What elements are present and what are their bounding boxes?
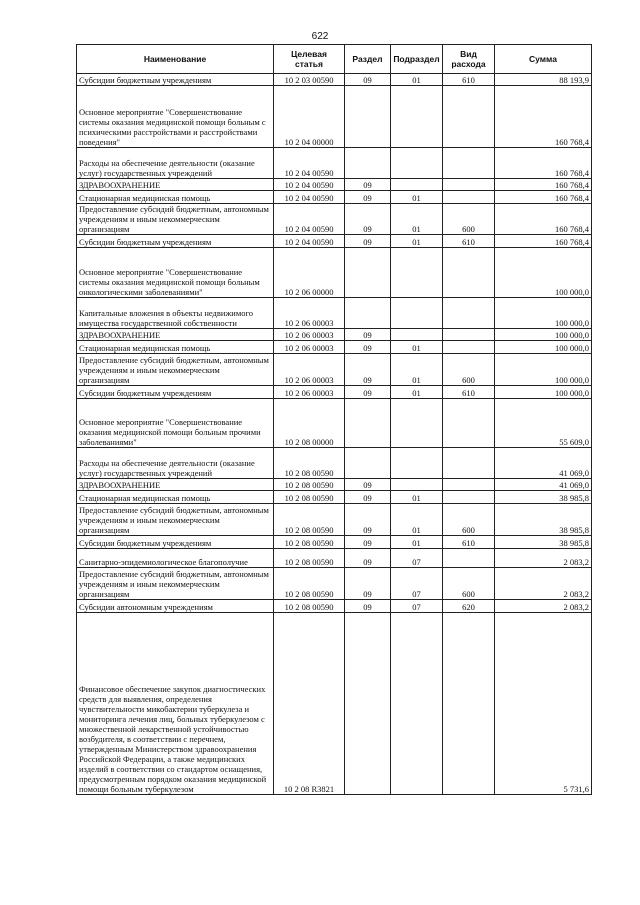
table-row (77, 191, 592, 204)
table-row (77, 399, 592, 448)
row-section: 09 (345, 329, 391, 341)
row-target: 10 2 04 00590 (274, 148, 345, 179)
row-section: 09 (345, 568, 391, 600)
row-name: Предоставление субсидий бюджетным, автономным учреждениям и иным некоммерческим организациям (77, 568, 274, 600)
row-expense-type (443, 479, 495, 491)
row-target: 10 2 08 00590 (274, 479, 345, 491)
row-section: 09 (345, 549, 391, 568)
row-name: Субсидии автономным учреждениям (77, 600, 274, 613)
table-row (77, 298, 592, 329)
row-expense-type: 600 (443, 354, 495, 386)
row-subsection (391, 479, 443, 491)
header-sum: Сумма (495, 45, 592, 74)
row-name: Расходы на обеспечение деятельности (оказание услуг) государственных учреждений (77, 148, 274, 179)
row-subsection (391, 179, 443, 191)
row-target: 10 2 06 00003 (274, 386, 345, 399)
table-row (77, 354, 592, 386)
row-subsection: 01 (391, 354, 443, 386)
row-target: 10 2 06 00003 (274, 329, 345, 341)
table-row (77, 204, 592, 235)
row-expense-type: 610 (443, 235, 495, 248)
row-sum: 38 985,8 (495, 491, 592, 504)
row-expense-type: 600 (443, 568, 495, 600)
row-section: 09 (345, 191, 391, 204)
row-expense-type: 610 (443, 386, 495, 399)
table-row (77, 448, 592, 479)
row-section: 09 (345, 504, 391, 536)
row-subsection: 01 (391, 235, 443, 248)
row-section: 09 (345, 235, 391, 248)
row-name: Субсидии бюджетным учреждениям (77, 386, 274, 399)
row-sum: 41 069,0 (495, 479, 592, 491)
row-expense-type (443, 148, 495, 179)
row-name: Предоставление субсидий бюджетным, автономным учреждениям и иным некоммерческим организациям (77, 504, 274, 536)
header-subsection: Подраздел (391, 45, 443, 74)
row-expense-type (443, 298, 495, 329)
row-subsection (391, 613, 443, 795)
row-subsection: 07 (391, 600, 443, 613)
row-expense-type (443, 549, 495, 568)
row-subsection: 01 (391, 204, 443, 235)
row-sum: 160 768,4 (495, 191, 592, 204)
row-target: 10 2 08 00590 (274, 448, 345, 479)
row-section: 09 (345, 179, 391, 191)
row-target: 10 2 06 00003 (274, 298, 345, 329)
row-name: Санитарно-эпидемиологическое благополучие (77, 549, 274, 568)
row-target: 10 2 04 00590 (274, 204, 345, 235)
row-sum: 160 768,4 (495, 204, 592, 235)
row-sum: 160 768,4 (495, 86, 592, 148)
row-name: Субсидии бюджетным учреждениям (77, 74, 274, 86)
row-subsection (391, 448, 443, 479)
row-target: 10 2 08 00000 (274, 399, 345, 448)
row-subsection: 01 (391, 74, 443, 86)
row-section (345, 248, 391, 298)
row-sum: 2 083,2 (495, 549, 592, 568)
row-section: 09 (345, 386, 391, 399)
row-name: Стационарная медицинская помощь (77, 191, 274, 204)
header-expense-type: Вид расхода (443, 45, 495, 74)
row-expense-type: 600 (443, 204, 495, 235)
row-section (345, 86, 391, 148)
row-sum: 2 083,2 (495, 568, 592, 600)
row-target: 10 2 06 00003 (274, 341, 345, 354)
row-target: 10 2 08 00590 (274, 491, 345, 504)
row-expense-type (443, 341, 495, 354)
row-sum: 88 193,9 (495, 74, 592, 86)
row-section (345, 298, 391, 329)
table-row (77, 74, 592, 86)
row-expense-type: 600 (443, 504, 495, 536)
row-name: Капитальные вложения в объекты недвижимого имущества государственной собственности (77, 298, 274, 329)
row-name: ЗДРАВООХРАНЕНИЕ (77, 329, 274, 341)
row-target: 10 2 08 00590 (274, 504, 345, 536)
row-target: 10 2 08 00590 (274, 568, 345, 600)
row-name: Основное мероприятие "Совершенствование системы оказания медицинской помощи больным онкологическими заболеваниями" (77, 248, 274, 298)
table-row (77, 341, 592, 354)
row-expense-type (443, 448, 495, 479)
table-row (77, 248, 592, 298)
row-section (345, 148, 391, 179)
row-sum: 38 985,8 (495, 504, 592, 536)
row-subsection: 01 (391, 341, 443, 354)
row-target: 10 2 04 00590 (274, 191, 345, 204)
budget-table (76, 44, 592, 795)
row-sum: 100 000,0 (495, 329, 592, 341)
row-expense-type: 610 (443, 536, 495, 549)
row-target: 10 2 06 00000 (274, 248, 345, 298)
row-sum: 2 083,2 (495, 600, 592, 613)
row-subsection: 01 (391, 491, 443, 504)
row-name: Субсидии бюджетным учреждениям (77, 235, 274, 248)
table-row (77, 613, 592, 795)
row-target: 10 2 08 00590 (274, 600, 345, 613)
row-subsection (391, 329, 443, 341)
row-expense-type (443, 613, 495, 795)
row-section: 09 (345, 600, 391, 613)
row-section: 09 (345, 491, 391, 504)
row-section: 09 (345, 536, 391, 549)
row-subsection: 01 (391, 386, 443, 399)
row-section (345, 399, 391, 448)
row-expense-type (443, 329, 495, 341)
table-row (77, 329, 592, 341)
row-subsection (391, 148, 443, 179)
table-header-row (77, 45, 592, 74)
row-subsection: 07 (391, 568, 443, 600)
table-row (77, 386, 592, 399)
row-sum: 55 609,0 (495, 399, 592, 448)
row-name: ЗДРАВООХРАНЕНИЕ (77, 179, 274, 191)
table-row (77, 600, 592, 613)
header-target: Целевая статья (274, 45, 345, 74)
row-section (345, 448, 391, 479)
row-section: 09 (345, 204, 391, 235)
row-sum: 100 000,0 (495, 298, 592, 329)
row-expense-type (443, 491, 495, 504)
table-row (77, 479, 592, 491)
row-name: Основное мероприятие "Совершенствование системы оказания медицинской помощи больным с психическими расстройствами и расстройствами поведения" (77, 86, 274, 148)
row-sum: 100 000,0 (495, 354, 592, 386)
table-row (77, 536, 592, 549)
row-name: Субсидии бюджетным учреждениям (77, 536, 274, 549)
row-section: 09 (345, 479, 391, 491)
row-sum: 100 000,0 (495, 341, 592, 354)
row-target: 10 2 08 R3821 (274, 613, 345, 795)
row-target: 10 2 08 00590 (274, 549, 345, 568)
row-name: Предоставление субсидий бюджетным, автономным учреждениям и иным некоммерческим организациям (77, 354, 274, 386)
row-target: 10 2 04 00590 (274, 179, 345, 191)
row-subsection: 01 (391, 536, 443, 549)
table-row (77, 504, 592, 536)
row-expense-type: 620 (443, 600, 495, 613)
row-name: ЗДРАВООХРАНЕНИЕ (77, 479, 274, 491)
row-expense-type (443, 86, 495, 148)
row-name: Предоставление субсидий бюджетным, автономным учреждениям и иным некоммерческим организациям (77, 204, 274, 235)
header-name: Наименование (77, 45, 274, 74)
row-name: Основное мероприятие "Совершенствование оказания медицинской помощи больным прочими заболеваниями" (77, 399, 274, 448)
row-target: 10 2 03 00590 (274, 74, 345, 86)
row-subsection: 01 (391, 191, 443, 204)
row-sum: 160 768,4 (495, 148, 592, 179)
row-section: 09 (345, 74, 391, 86)
row-expense-type: 610 (443, 74, 495, 86)
row-sum: 100 000,0 (495, 386, 592, 399)
row-name: Расходы на обеспечение деятельности (оказание услуг) государственных учреждений (77, 448, 274, 479)
row-sum: 160 768,4 (495, 235, 592, 248)
row-sum: 38 985,8 (495, 536, 592, 549)
row-name: Стационарная медицинская помощь (77, 491, 274, 504)
row-expense-type (443, 179, 495, 191)
table-row (77, 491, 592, 504)
header-section: Раздел (345, 45, 391, 74)
row-sum: 5 731,6 (495, 613, 592, 795)
row-target: 10 2 04 00000 (274, 86, 345, 148)
row-subsection (391, 399, 443, 448)
row-subsection (391, 86, 443, 148)
row-subsection: 07 (391, 549, 443, 568)
row-expense-type (443, 248, 495, 298)
row-section: 09 (345, 341, 391, 354)
table-row (77, 148, 592, 179)
row-sum: 100 000,0 (495, 248, 592, 298)
table-row (77, 179, 592, 191)
row-target: 10 2 04 00590 (274, 235, 345, 248)
row-subsection (391, 298, 443, 329)
row-sum: 160 768,4 (495, 179, 592, 191)
page-number: 622 (311, 31, 329, 42)
row-name: Стационарная медицинская помощь (77, 341, 274, 354)
row-target: 10 2 06 00003 (274, 354, 345, 386)
table-row (77, 549, 592, 568)
row-name: Финансовое обеспечение закупок диагностических средств для выявления, определения чувствительности микобактерии туберкулеза и мониторинга лечения лиц, больных туберкулезом с множественной лекарственной устойчивостью возбудителя, в соответствии с перечнем, утвержденным Министерством здравоохранения Российской Федерации, а также медицинских изделий в соответствии со стандартом оснащения, предусмотренным порядком оказания медицинской помощи больным туберкулезом (77, 613, 274, 795)
table-row (77, 235, 592, 248)
row-expense-type (443, 191, 495, 204)
row-section (345, 613, 391, 795)
table-row (77, 568, 592, 600)
table-row (77, 86, 592, 148)
row-target: 10 2 08 00590 (274, 536, 345, 549)
row-subsection (391, 248, 443, 298)
row-subsection: 01 (391, 504, 443, 536)
row-expense-type (443, 399, 495, 448)
row-section: 09 (345, 354, 391, 386)
row-sum: 41 069,0 (495, 448, 592, 479)
